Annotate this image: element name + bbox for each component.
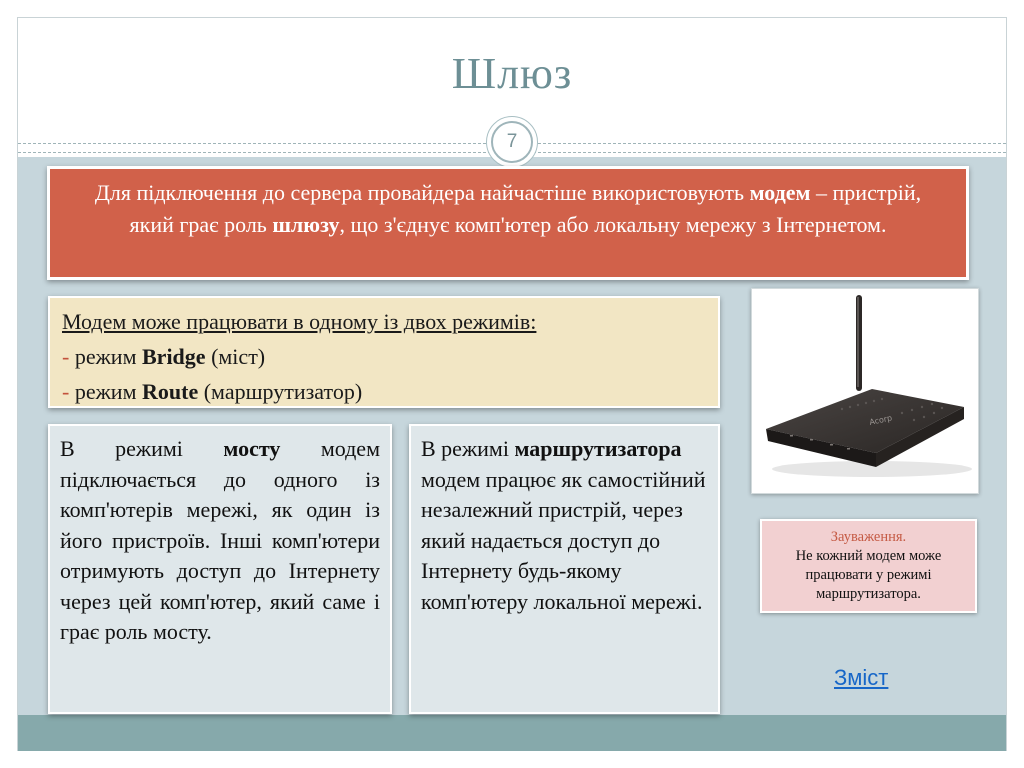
modes-heading: Модем може працювати в одному із двох режимів:: [62, 309, 537, 334]
mode-name-route: Route: [142, 379, 199, 404]
mode-suffix: (міст): [205, 344, 266, 369]
intro-text-2: – пристрій, який грає роль: [129, 180, 922, 237]
route-mode-box: [409, 424, 720, 714]
slide-number: 7: [491, 121, 533, 163]
router-photo: [751, 288, 979, 494]
mode-prefix: режим: [69, 379, 142, 404]
mode-suffix: (маршрутизатор): [198, 379, 363, 404]
router-image: [752, 289, 978, 493]
mode-dash: -: [62, 344, 70, 369]
bridge-mode-box: [48, 424, 392, 714]
mode-name-bridge: Bridge: [142, 344, 206, 369]
footer-bar: [18, 715, 1006, 751]
intro-text-1: Для підключення до сервера провайдера найчастіше використовують: [94, 180, 750, 205]
route-text-1: В режимі: [421, 436, 515, 461]
intro-text-3: , що з'єднує комп'ютер або локальну мережу з Інтернетом.: [339, 212, 887, 237]
note-box: [760, 519, 977, 613]
bridge-text-1: В режимі: [60, 436, 224, 461]
mode-item-bridge: [62, 339, 706, 374]
slide-number-badge: [486, 116, 538, 168]
bridge-term: мосту: [223, 436, 281, 461]
intro-term-gateway: шлюзу: [272, 212, 340, 237]
mode-prefix: режим: [69, 344, 142, 369]
router-brand-label: Acorp: [868, 413, 893, 427]
slide-title: Шлюз: [451, 49, 573, 98]
note-text: Не кожний модем може працювати у режимі маршрутизатора.: [795, 548, 942, 602]
intro-term-modem: модем: [749, 180, 811, 205]
bridge-text-2: модем підключається до одного із комп'ютерів мережі, як один із його пристроїв. Інші комп'ютери отримують доступ до Інтернету через цей комп'ютер, який саме і грає роль мосту.: [60, 436, 380, 644]
mode-dash: -: [62, 379, 70, 404]
mode-item-route: [62, 374, 706, 409]
modes-box: [48, 296, 720, 408]
intro-box: [47, 166, 969, 280]
note-title: Зауваження.: [830, 529, 907, 545]
route-term: маршрутизатора: [514, 436, 682, 461]
contents-link[interactable]: Зміст: [834, 665, 889, 690]
route-text-2: модем працює як самостійний незалежний пристрій, через який надається доступ до Інтернету будь-якому комп'ютеру локальної мережі.: [421, 466, 706, 614]
